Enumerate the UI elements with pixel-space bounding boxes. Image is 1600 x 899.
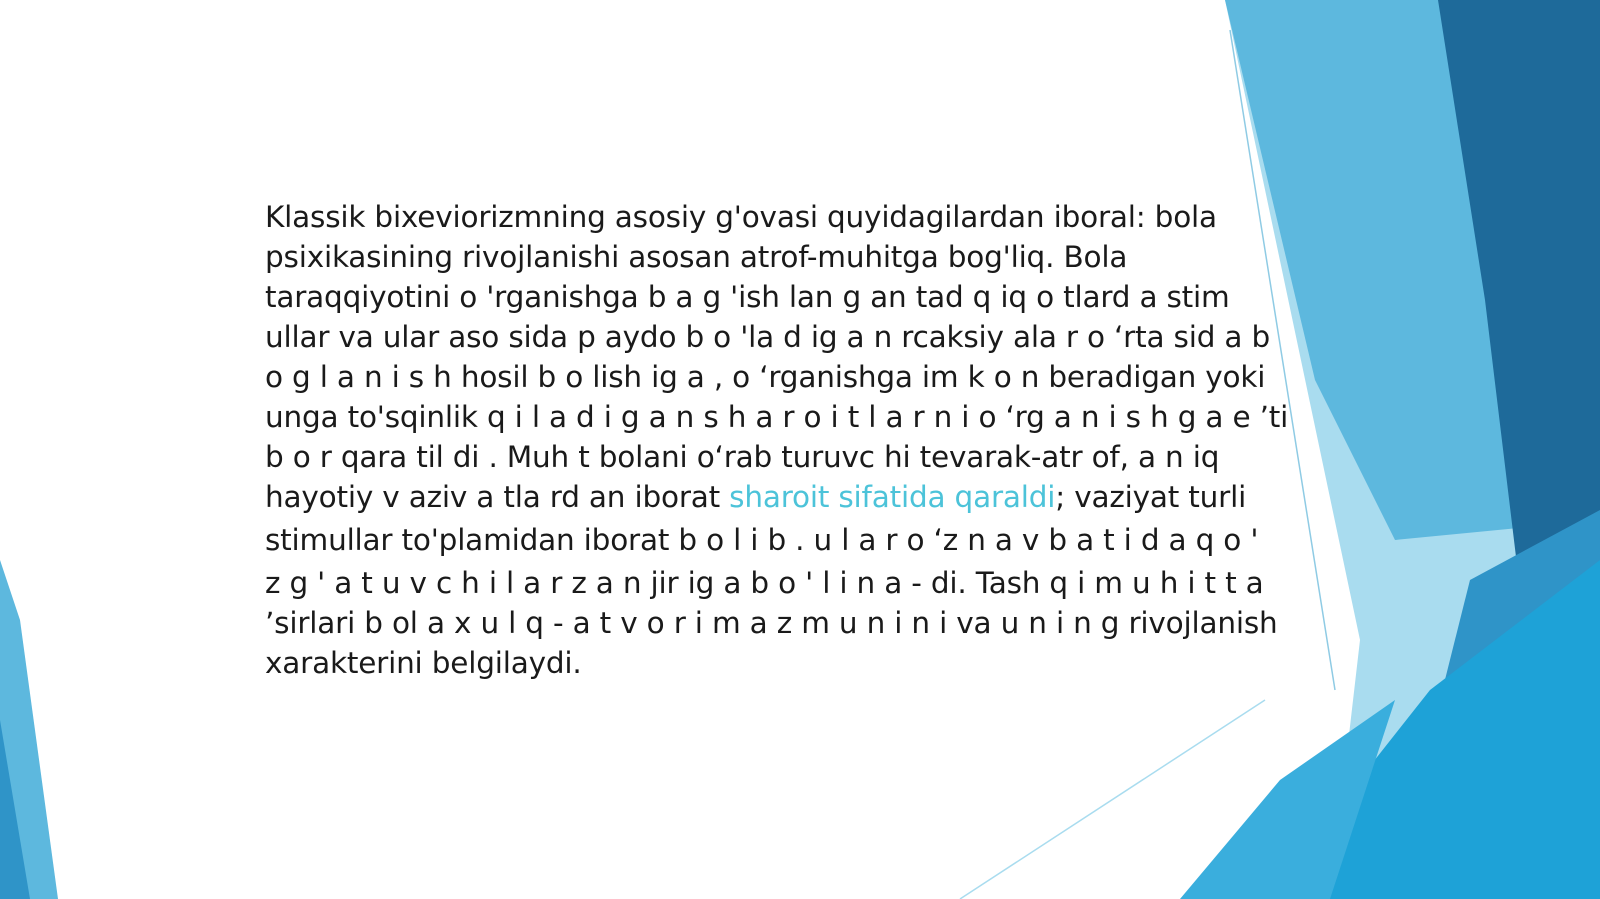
paragraph-text: hayotiy v aziv a tla rd an iborat (265, 480, 730, 514)
body-paragraph (265, 197, 1340, 683)
hyperlink-text[interactable]: sharoit sifatida qaraldi (729, 480, 1056, 514)
paragraph-line: ullar va ular aso sida p aydo b o 'la d ig a n rcaksiy ala r o ‘rta sid a b (265, 320, 1270, 354)
paragraph-line: unga to'sqinlik q i l a d i g a n s h a r o i t l a r n i o ‘rg a n i s h g a e ’ti (265, 400, 1289, 434)
paragraph-line: Klassik bixeviorizmning asosiy g'ovasi quyidagilardan iboral: bola (265, 200, 1217, 234)
paragraph-line: xarakterini belgilaydi. (265, 646, 582, 680)
paragraph-line: psixikasining rivojlanishi asosan atrof-muhitga bog'liq. Bola (265, 240, 1128, 274)
paragraph-line: b o r qara til di . Muh t bolani o‘rab turuvc hi tevarak-atr of, a n iq (265, 440, 1220, 474)
paragraph-line: ’sirlari b ol a x u l q - a t v o r i m a z m u n i n i va u n i n g rivojlanish (265, 606, 1278, 640)
paragraph-line: taraqqiyotini o 'rganishga b a g 'ish lan g an tad q iq o tlard a stim (265, 280, 1230, 314)
paragraph-text: ; vaziyat turli (1055, 480, 1247, 514)
paragraph-line: z g ' a t u v c h i l a r z a n jir ig a b o ' l i n a - di. Tash q i m u h i t t a (265, 566, 1264, 600)
paragraph-line: stimullar to'plamidan iborat b o l i b . u l a r o ‘z n a v b a t i d a q o ' (265, 523, 1259, 557)
paragraph-line-with-link (265, 477, 1340, 517)
paragraph-line: o g l a n i s h hosil b o lish ig a , o ‘rganishga im k o n beradigan yoki (265, 360, 1266, 394)
